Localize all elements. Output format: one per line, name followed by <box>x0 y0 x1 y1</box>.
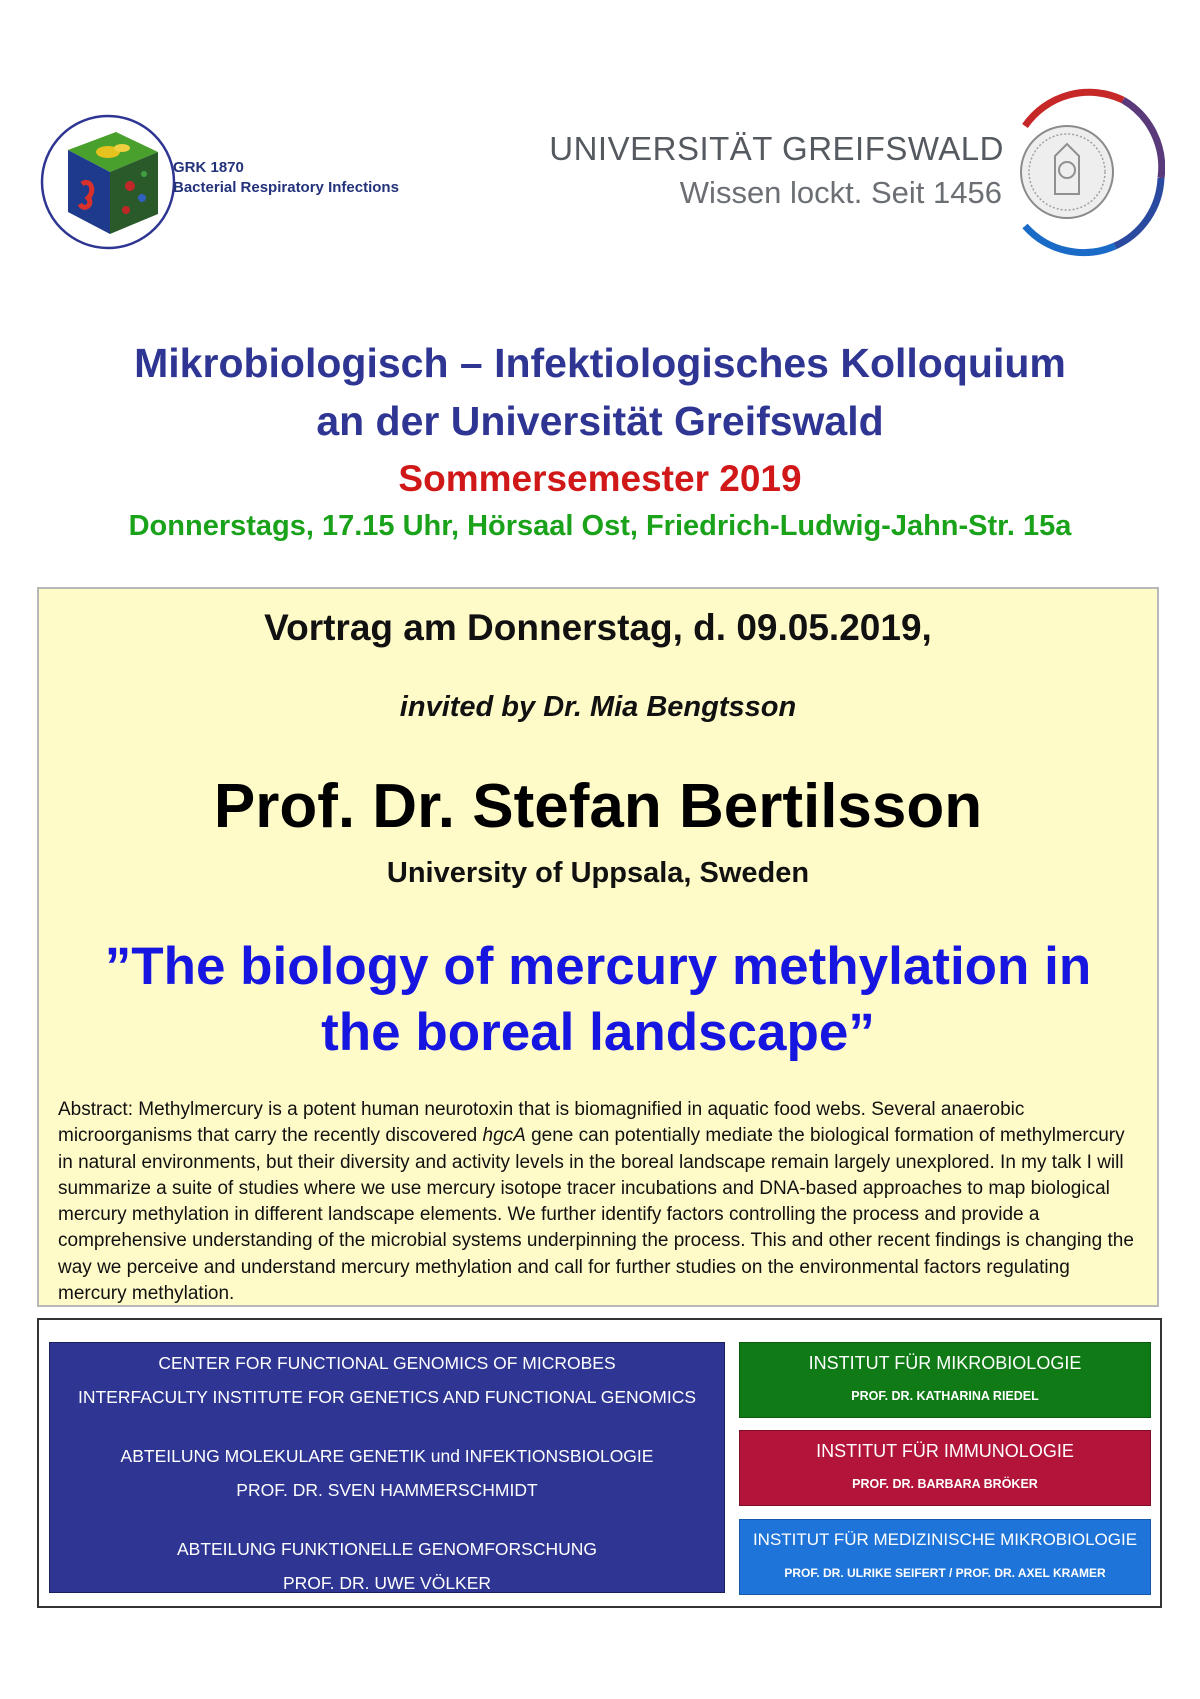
speaker-affiliation: University of Uppsala, Sweden <box>386 857 810 889</box>
grk-label <box>173 158 399 198</box>
grk-logo <box>38 112 178 252</box>
genomics-center-panel <box>49 1342 725 1593</box>
colloquium-title-line2: an der Universität Greifswald <box>316 398 884 444</box>
invited-by: invited by Dr. Mia Bengtsson <box>399 691 797 723</box>
institute-microbiology <box>739 1342 1151 1418</box>
institute-name: INSTITUT FÜR MEDIZINISCHE MIKROBIOLOGIE <box>752 1530 1138 1549</box>
institute-medical-microbiology <box>739 1519 1151 1595</box>
institute-name: INSTITUT FÜR IMMUNOLOGIE <box>816 1441 1074 1461</box>
university-seal-logo <box>1005 86 1165 258</box>
schedule-info: Donnerstags, 17.15 Uhr, Hörsaal Ost, Friedrich-Ludwig-Jahn-Str. 15a <box>128 510 1072 542</box>
department-head-voelker: PROF. DR. UWE VÖLKER <box>282 1573 492 1593</box>
talk-date: Vortrag am Donnerstag, d. 09.05.2019, <box>264 607 932 648</box>
talk-title-line1: ”The biology of mercury methylation in <box>104 937 1092 996</box>
university-motto: Wissen lockt. Seit 1456 <box>679 175 1002 210</box>
talk-title-line2: the boreal landscape” <box>321 1003 875 1062</box>
grk-number: GRK 1870 <box>173 159 244 176</box>
abstract-part2: gene can potentially mediate the biological formation of methylmercury in natural environments, but their diversity and activity levels in the boreal landscape remain largely unexplored. In my talk I will summarize a suite of studies where we use mercury isotope tracer incubations and DNA-based approaches to map biological mercury methylation in different landscape elements. We further identify factors controlling the process and provide a comprehensive understanding of the microbial systems underpinning the process. This and other recent findings is changing the way we perceive and understand mercury methylation and call for further studies on the environmental factors regulating mercury methylation. <box>58 1125 1134 1305</box>
abstract-text <box>58 1097 1143 1307</box>
institute-immunology <box>739 1430 1151 1506</box>
department-molecular-genetics: ABTEILUNG MOLEKULARE GENETIK und INFEKTIONSBIOLOGIE <box>120 1446 654 1466</box>
talk-info-box <box>37 587 1159 1307</box>
abstract-part1: Abstract: Methylmercury is a potent human neurotoxin that is biomagnified in aquatic food webs. Several anaerobic microorganisms that carry the recently discovered <box>58 1099 1025 1147</box>
interfaculty-institute-name: INTERFACULTY INSTITUTE FOR GENETICS AND FUNCTIONAL GENOMICS <box>77 1387 697 1407</box>
semester-label: Sommersemester 2019 <box>398 458 802 499</box>
institute-head: PROF. DR. BARBARA BRÖKER <box>852 1477 1038 1491</box>
department-head-hammerschmidt: PROF. DR. SVEN HAMMERSCHMIDT <box>236 1480 538 1500</box>
department-functional-genomics: ABTEILUNG FUNKTIONELLE GENOMFORSCHUNG <box>176 1539 598 1559</box>
abstract-gene-name: hgcA <box>482 1125 526 1147</box>
institute-head: PROF. DR. ULRIKE SEIFERT / PROF. DR. AXEL KRAMER <box>784 1566 1106 1580</box>
institutions-footer <box>37 1318 1162 1608</box>
center-name: CENTER FOR FUNCTIONAL GENOMICS OF MICROBES <box>158 1353 616 1373</box>
colloquium-title-line1: Mikrobiologisch – Infektiologisches Kolloquium <box>134 340 1066 386</box>
institute-head: PROF. DR. KATHARINA RIEDEL <box>851 1389 1039 1403</box>
speaker-name: Prof. Dr. Stefan Bertilsson <box>213 772 983 841</box>
grk-subtitle: Bacterial Respiratory Infections <box>173 179 399 196</box>
university-name: UNIVERSITÄT GREIFSWALD <box>549 130 1004 167</box>
institute-name: INSTITUT FÜR MIKROBIOLOGIE <box>808 1353 1082 1373</box>
